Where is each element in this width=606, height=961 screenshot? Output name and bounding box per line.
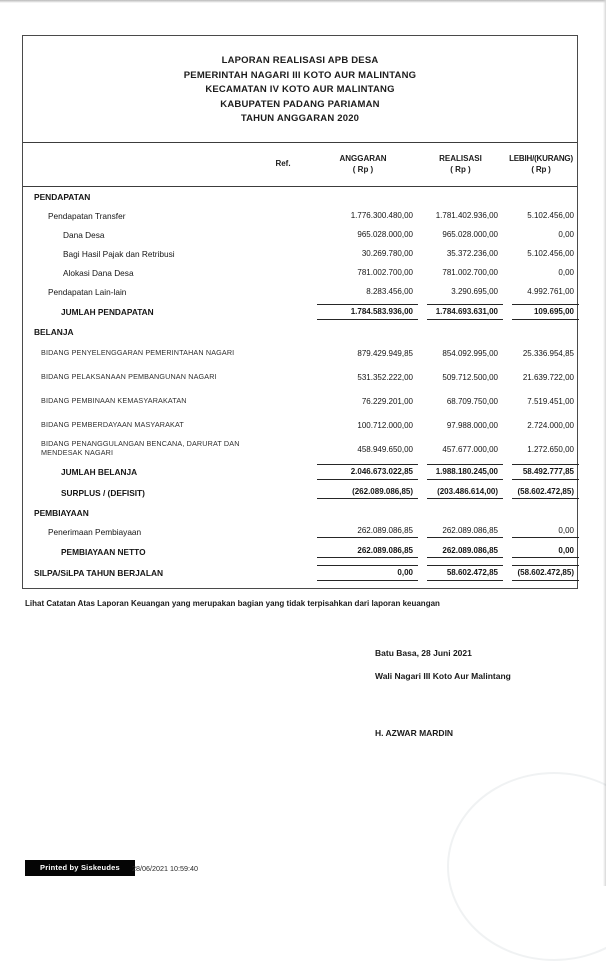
table-row [23,461,577,482]
cell-anggaran: 100.712.000,00 [357,420,413,430]
cell-realisasi: 1.781.402.936,00 [435,211,498,220]
report-title-line: KECAMATAN IV KOTO AUR MALINTANG [205,84,395,95]
table-row [23,389,577,413]
cell-anggaran: 76.229.201,00 [361,396,413,406]
cell-lebih-kurang: 0,00 [512,526,579,538]
report-title-line: KABUPATEN PADANG PARIAMAN [220,98,380,110]
row-label: Penerimaan Pembiayaan [48,526,142,537]
cell-lebih-kurang: 0,00 [512,546,579,558]
cell-realisasi: 965.028.000,00 [442,230,498,239]
row-label: PEMBIAYAAN [34,507,89,518]
row-label: Bagi Hasil Pajak dan Retribusi [63,248,175,259]
cell-lebih-kurang: 25.336.954,85 [522,348,574,358]
table-row [23,301,577,322]
column-header-ref: Ref. [275,159,291,169]
cell-realisasi: 1.784.693.631,00 [427,304,503,320]
cell-realisasi: 35.372.236,00 [446,249,498,258]
table-row [23,541,577,562]
row-label: Pendapatan Transfer [48,210,126,221]
cell-anggaran: (262.089.086,85) [317,487,418,499]
cell-lebih-kurang: 109.695,00 [512,304,579,320]
report-title-line: TAHUN ANGGARAN 2020 [240,113,360,124]
row-label: BELANJA [34,326,74,337]
cell-lebih-kurang: (58.602.472,85) [512,487,579,499]
cell-anggaran: 262.089.086,85 [317,526,418,538]
table-row [23,187,577,206]
cell-anggaran: 531.352.222,00 [357,372,413,382]
table-row [23,413,577,437]
cell-realisasi: 457.677.000,00 [442,444,498,454]
column-header-anggaran-unit: ( Rp ) [352,164,374,174]
cell-realisasi: 854.092.995,00 [442,348,498,358]
table-row [23,562,577,583]
row-label: BIDANG PEMBERDAYAAN MASYARAKAT [41,419,184,429]
row-label: Dana Desa [63,229,105,240]
signature-place-date: Batu Basa, 28 Juni 2021 [375,648,472,658]
column-header-realisasi [418,154,503,175]
cell-lebih-kurang: 58.492.777,85 [512,464,579,480]
table-row [23,503,577,522]
cell-anggaran: 0,00 [317,565,418,581]
column-header-realisasi-unit: ( Rp ) [450,164,471,174]
cell-realisasi: (203.486.614,00) [427,487,503,499]
cell-realisasi: 509.712.500,00 [442,372,498,382]
printed-by-badge: Printed by Siskeudes [25,860,135,876]
row-label: SURPLUS / (DEFISIT) [61,487,145,498]
column-header-anggaran [308,154,418,175]
column-header-anggaran-label: ANGGARAN [339,154,387,163]
row-label: Alokasi Dana Desa [63,267,134,278]
watermark-circle [447,772,606,961]
cell-realisasi: 3.290.695,00 [451,287,498,296]
cell-realisasi: 58.602.472,85 [427,565,503,581]
cell-realisasi: 97.988.000,00 [446,420,498,430]
cell-anggaran: 458.949.650,00 [357,444,413,454]
row-label: SILPA/SiLPA TAHUN BERJALAN [34,567,164,578]
row-label: Pendapatan Lain-lain [48,286,127,297]
signature-title: Wali Nagari III Koto Aur Malintang [375,671,511,681]
row-label: BIDANG PENYELENGGARAN PEMERINTAHAN NAGARI [41,347,235,357]
report-title-line: LAPORAN REALISASI APB DESA [221,55,379,66]
photo-edge-top [0,0,606,3]
report-table-body [23,187,577,588]
cell-realisasi: 68.709.750,00 [446,396,498,406]
row-label: PEMBIAYAAN NETTO [61,546,146,557]
cell-anggaran: 965.028.000,00 [357,230,413,239]
table-row [23,482,577,503]
report-title-line: PEMERINTAH NAGARI III KOTO AUR MALINTANG [183,69,417,81]
signature-name: H. AZWAR MARDIN [375,728,454,738]
table-row [23,206,577,225]
cell-anggaran: 30.269.780,00 [361,249,413,258]
row-label: BIDANG PENANGGULANGAN BENCANA, DARURAT DAN MENDESAK NAGARI [41,439,240,457]
table-row [23,282,577,301]
cell-lebih-kurang: 21.639.722,00 [522,372,574,382]
column-header-lebih-kurang [503,154,579,175]
table-row [23,341,577,365]
signature-block [375,648,511,738]
column-header-lebih-kurang-label: LEBIH/(KURANG) [509,154,573,163]
report-title-block [23,36,577,142]
row-label: BIDANG PEMBINAAN KEMASYARAKATAN [41,395,187,405]
table-row [23,322,577,341]
cell-lebih-kurang: 0,00 [558,230,574,239]
cell-realisasi: 262.089.086,85 [427,526,503,538]
cell-lebih-kurang: 4.992.761,00 [527,287,574,296]
cell-lebih-kurang: (58.602.472,85) [512,565,579,581]
column-header-lebih-kurang-unit: ( Rp ) [531,164,551,174]
cell-lebih-kurang: 7.519.451,00 [527,396,574,406]
cell-lebih-kurang: 2.724.000,00 [527,420,574,430]
cell-lebih-kurang: 0,00 [558,268,574,277]
table-row [23,244,577,263]
cell-lebih-kurang: 5.102.456,00 [527,211,574,220]
cell-anggaran: 262.089.086,85 [317,546,418,558]
cell-anggaran: 8.283.456,00 [366,287,413,296]
table-row [23,365,577,389]
table-column-header [23,142,577,187]
cell-anggaran: 781.002.700,00 [357,268,413,277]
table-row [23,437,577,461]
cell-lebih-kurang: 1.272.650,00 [527,444,574,454]
row-label: JUMLAH BELANJA [61,466,138,477]
footnote: Lihat Catatan Atas Laporan Keuangan yang merupakan bagian yang tidak terpisahkan dari laporan keuangan [25,599,440,608]
report-frame [22,35,578,589]
table-row [23,522,577,541]
cell-anggaran: 1.776.300.480,00 [350,211,413,220]
cell-realisasi: 781.002.700,00 [442,268,498,277]
row-label: PENDAPATAN [34,191,91,202]
print-timestamp: 28/06/2021 10:59:40 [132,864,198,873]
cell-anggaran: 879.429.949,85 [357,348,413,358]
cell-lebih-kurang: 5.102.456,00 [527,249,574,258]
table-row [23,225,577,244]
cell-realisasi: 1.988.180.245,00 [427,464,503,480]
column-header-realisasi-label: REALISASI [439,154,482,163]
cell-realisasi: 262.089.086,85 [427,546,503,558]
cell-anggaran: 1.784.583.936,00 [317,304,418,320]
row-label: JUMLAH PENDAPATAN [61,306,154,317]
row-label: BIDANG PELAKSANAAN PEMBANGUNAN NAGARI [41,371,217,381]
table-row [23,263,577,282]
cell-anggaran: 2.046.673.022,85 [317,464,418,480]
